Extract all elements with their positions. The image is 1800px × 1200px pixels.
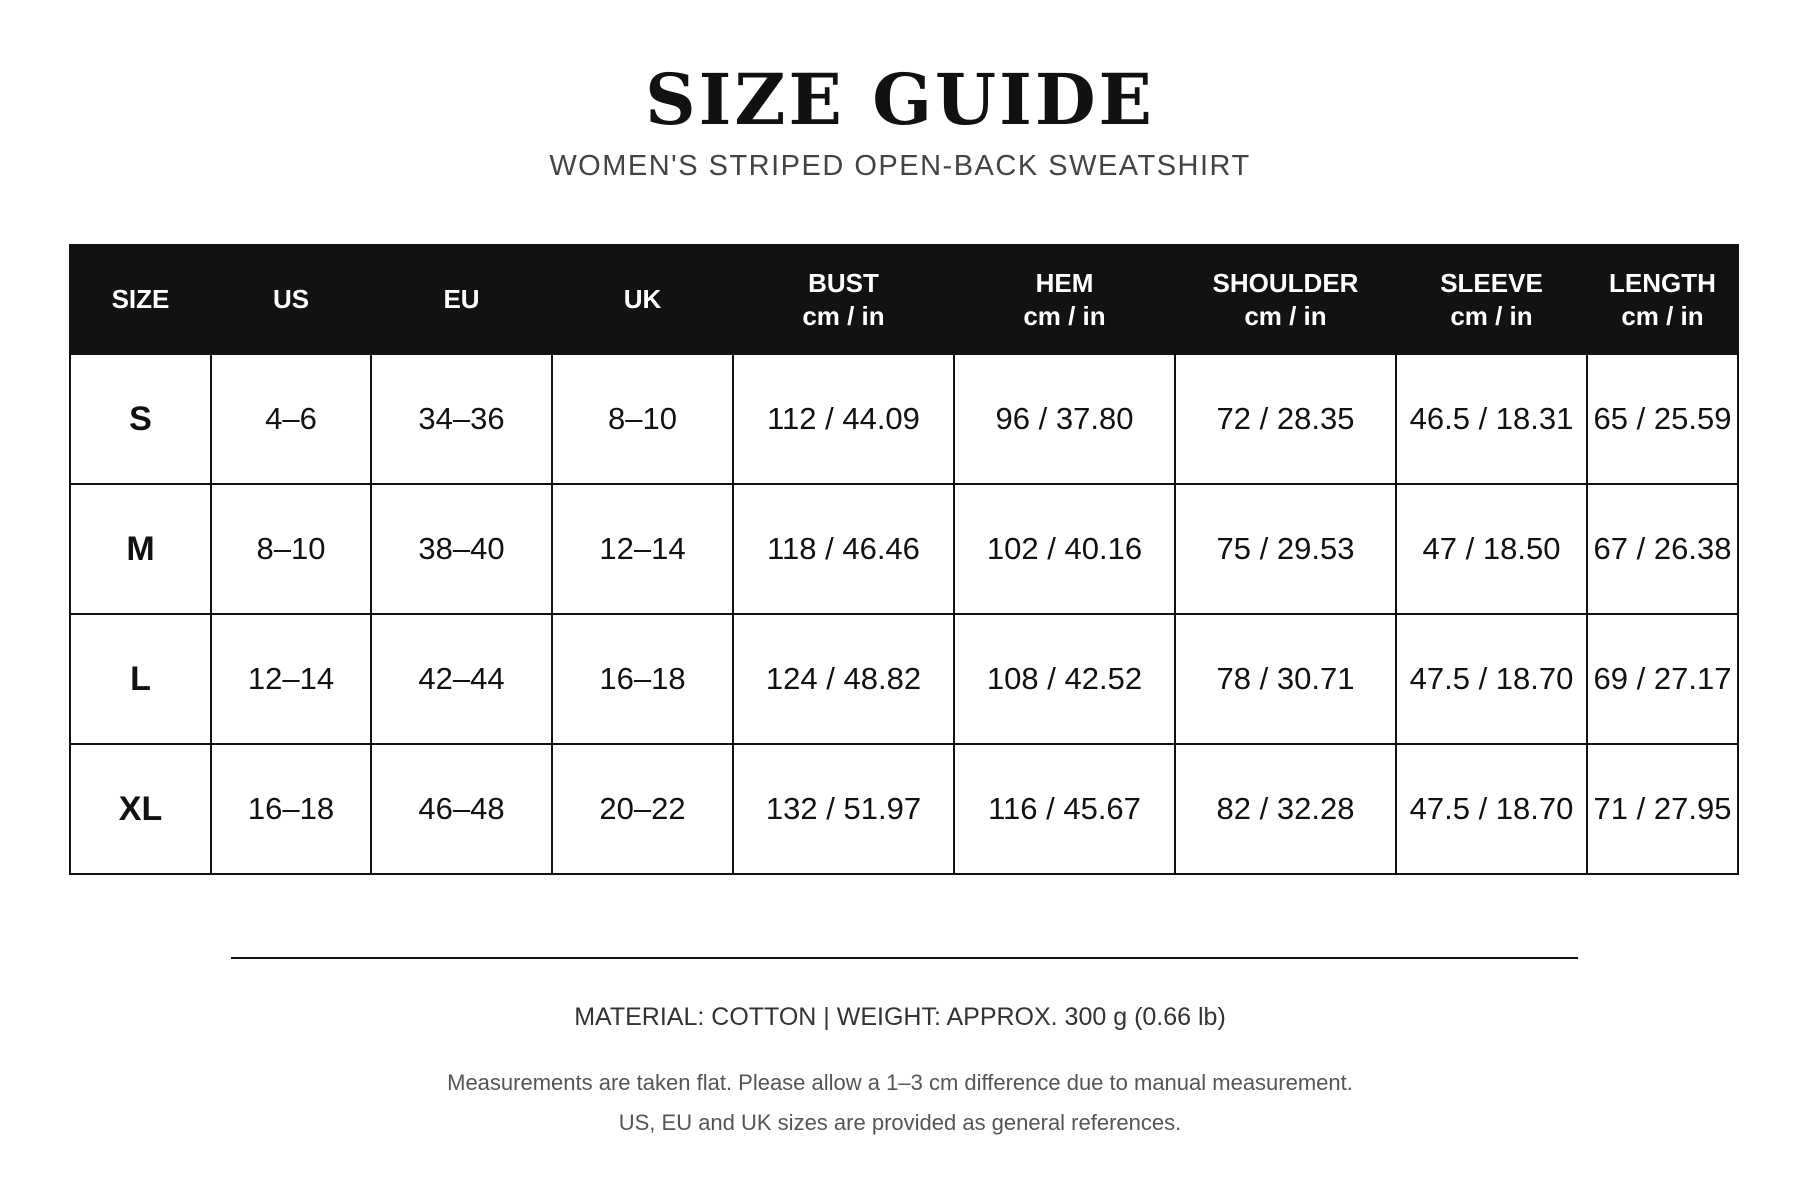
uk-size-cell: 16–18 xyxy=(552,614,733,744)
us-size-cell: 8–10 xyxy=(211,484,371,614)
bust-cell: 124 / 48.82 xyxy=(733,614,954,744)
bust-cell: 112 / 44.09 xyxy=(733,354,954,484)
table-header-row xyxy=(70,245,1738,354)
column-header-label: SIZE xyxy=(111,284,170,314)
sleeve-cell: 47.5 / 18.70 xyxy=(1396,614,1587,744)
sleeve-cell: 46.5 / 18.31 xyxy=(1396,354,1587,484)
page-title: SIZE GUIDE xyxy=(645,58,1155,141)
length-cell: 65 / 25.59 xyxy=(1587,354,1738,484)
column-header-unit: cm / in xyxy=(1621,300,1704,331)
column-header-shoulder xyxy=(1175,245,1396,354)
column-header-label: SHOULDER xyxy=(1212,267,1359,298)
material-weight-info: MATERIAL: COTTON | WEIGHT: APPROX. 300 g (0.66 lb) xyxy=(574,1003,1226,1031)
shoulder-cell: 75 / 29.53 xyxy=(1175,484,1396,614)
column-header-label: LENGTH xyxy=(1609,267,1716,298)
length-cell: 67 / 26.38 xyxy=(1587,484,1738,614)
length-cell: 69 / 27.17 xyxy=(1587,614,1738,744)
eu-size-cell: 46–48 xyxy=(371,744,552,874)
column-header-bust xyxy=(733,245,954,354)
uk-size-cell: 20–22 xyxy=(552,744,733,874)
us-size-cell: 4–6 xyxy=(211,354,371,484)
table-row xyxy=(70,614,1738,744)
hem-cell: 116 / 45.67 xyxy=(954,744,1175,874)
shoulder-cell: 82 / 32.28 xyxy=(1175,744,1396,874)
column-header-label: EU xyxy=(443,284,480,314)
bust-cell: 118 / 46.46 xyxy=(733,484,954,614)
sleeve-cell: 47 / 18.50 xyxy=(1396,484,1587,614)
table-row xyxy=(70,354,1738,484)
eu-size-cell: 42–44 xyxy=(371,614,552,744)
table-row xyxy=(70,484,1738,614)
sleeve-cell: 47.5 / 18.70 xyxy=(1396,744,1587,874)
hem-cell: 108 / 42.52 xyxy=(954,614,1175,744)
column-header-uk xyxy=(552,245,733,354)
bust-cell: 132 / 51.97 xyxy=(733,744,954,874)
size-chart-table xyxy=(69,244,1739,875)
column-header-hem xyxy=(954,245,1175,354)
size-label-cell: M xyxy=(70,484,211,614)
column-header-label: UK xyxy=(623,284,662,314)
column-header-unit: cm / in xyxy=(1450,300,1533,331)
section-divider xyxy=(231,957,1578,959)
size-reference-note: US, EU and UK sizes are provided as general references. xyxy=(618,1110,1182,1135)
column-header-unit: cm / in xyxy=(1023,300,1106,331)
length-cell: 71 / 27.95 xyxy=(1587,744,1738,874)
uk-size-cell: 12–14 xyxy=(552,484,733,614)
column-header-label: US xyxy=(272,284,310,314)
us-size-cell: 12–14 xyxy=(211,614,371,744)
uk-size-cell: 8–10 xyxy=(552,354,733,484)
eu-size-cell: 38–40 xyxy=(371,484,552,614)
column-header-sleeve xyxy=(1396,245,1587,354)
table-row xyxy=(70,744,1738,874)
column-header-us xyxy=(211,245,371,354)
column-header-unit: cm / in xyxy=(802,300,885,331)
size-label-cell: XL xyxy=(70,744,211,874)
eu-size-cell: 34–36 xyxy=(371,354,552,484)
column-header-label: SLEEVE xyxy=(1440,267,1543,298)
column-header-label: BUST xyxy=(808,267,879,298)
column-header-length xyxy=(1587,245,1738,354)
size-label-cell: S xyxy=(70,354,211,484)
column-header-label: HEM xyxy=(1035,267,1094,298)
shoulder-cell: 78 / 30.71 xyxy=(1175,614,1396,744)
column-header-eu xyxy=(371,245,552,354)
hem-cell: 96 / 37.80 xyxy=(954,354,1175,484)
column-header-size xyxy=(70,245,211,354)
size-label-cell: L xyxy=(70,614,211,744)
measurement-note: Measurements are taken flat. Please allow a 1–3 cm difference due to manual measurement. xyxy=(447,1070,1353,1095)
column-header-unit: cm / in xyxy=(1244,300,1327,331)
product-subtitle: WOMEN'S STRIPED OPEN-BACK SWEATSHIRT xyxy=(549,150,1251,182)
us-size-cell: 16–18 xyxy=(211,744,371,874)
shoulder-cell: 72 / 28.35 xyxy=(1175,354,1396,484)
hem-cell: 102 / 40.16 xyxy=(954,484,1175,614)
